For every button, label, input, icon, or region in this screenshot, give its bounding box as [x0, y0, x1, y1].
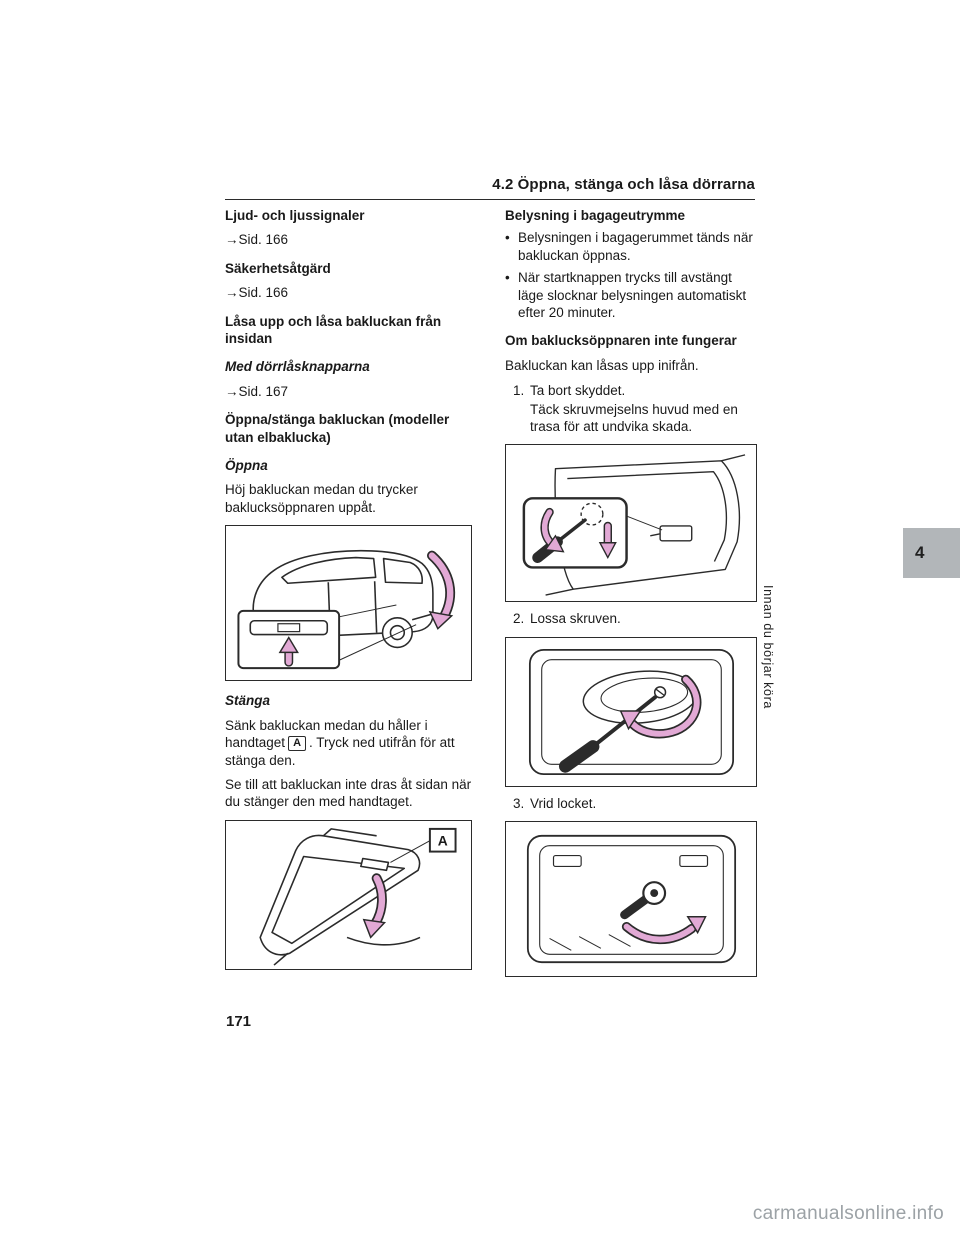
step-text: Ta bort skyddet.	[530, 383, 626, 399]
step-text: Vrid locket.	[530, 795, 597, 811]
right-column	[505, 207, 757, 977]
turn-lock-illustration	[506, 822, 756, 976]
page-ref-sound: →Sid. 166	[225, 232, 289, 248]
bullet-icon: •	[505, 230, 510, 246]
step-1	[505, 382, 757, 399]
figure-loosen-screw	[505, 637, 757, 787]
handle-inset	[238, 605, 416, 668]
figure-remove-cover	[505, 444, 757, 602]
step-3	[505, 795, 757, 812]
heading-open-close-tailgate: Öppna/stänga bakluckan (modeller utan elbaklucka)	[225, 412, 450, 445]
paragraph-opener: Bakluckan kan låsas upp inifrån.	[505, 357, 699, 373]
left-column	[225, 207, 472, 970]
subheading-close: Stänga	[225, 693, 271, 709]
close-direction-arrow	[364, 878, 385, 937]
turn-arrow	[627, 917, 706, 940]
subheading-open: Öppna	[225, 458, 268, 474]
chapter-side-label: Innan du börjar köra	[761, 585, 775, 709]
heading-opener-failure: Om baklucksöppnaren inte fungerar	[505, 333, 737, 349]
handle-label	[390, 829, 455, 863]
heading-sound-signals: Ljud- och ljussignaler	[225, 208, 365, 223]
remove-cover-illustration	[506, 445, 756, 601]
bullet-text: När startknappen trycks till avstängt läge slocknar belysningen automatiskt efter 20 minuter.	[518, 270, 747, 321]
tailgate-outline	[260, 829, 420, 965]
paragraph-close-caution: Se till att bakluckan inte dras åt sidan när du stänger den med handtaget.	[225, 776, 472, 810]
heading-safety: Säkerhetsåtgärd	[225, 260, 331, 276]
header-rule	[225, 199, 755, 200]
page-ref-safety: →Sid. 166	[225, 285, 289, 301]
figure-open-tailgate	[225, 525, 472, 681]
tailgate-handle-illustration	[226, 821, 471, 969]
subheading-doorlock-buttons: Med dörrlåsknapparna	[225, 359, 370, 375]
bullet-item	[505, 229, 757, 264]
section-title: 4.2 Öppna, stänga och låsa dörrarna	[492, 176, 755, 193]
bullet-icon: •	[505, 270, 510, 286]
step-text: Lossa skruven.	[530, 611, 621, 627]
heading-unlock-inside: Låsa upp och låsa bakluckan från insidan	[225, 313, 442, 347]
step-1-note: Täck skruvmejselns huvud med en trasa för att undvika skada.	[530, 401, 738, 435]
step-number: 2.	[513, 611, 525, 627]
paragraph-open: Höj bakluckan medan du trycker baklucksöppnaren uppåt.	[225, 482, 418, 515]
paragraph-close-after: . Tryck ned utifrån för att stänga den.	[225, 735, 455, 768]
heading-luggage-light: Belysning i bagageutrymme	[505, 208, 686, 223]
lock-lever	[625, 882, 665, 915]
bullet-item	[505, 269, 757, 321]
step-2	[505, 610, 757, 627]
loosen-screw-illustration	[506, 638, 756, 786]
step-number: 1.	[513, 383, 525, 399]
watermark: carmanualsonline.info	[752, 1203, 944, 1224]
paragraph-close	[225, 717, 472, 769]
page-number: 171	[226, 1013, 252, 1030]
step-number: 3.	[513, 795, 525, 811]
bullet-text: Belysningen i bagagerummet tänds när bakluckan öppnas.	[518, 230, 753, 263]
figure-turn-lock	[505, 821, 757, 977]
lock-panel-outline	[528, 836, 735, 962]
paragraph-close-before: Sänk bakluckan medan du håller i handtaget	[225, 717, 428, 751]
chapter-number: 4	[915, 543, 925, 562]
figure-label-a: A	[437, 832, 448, 849]
car-rear-illustration	[226, 526, 471, 680]
page-ref-doorlock: →Sid. 167	[225, 383, 289, 399]
chapter-tab	[903, 528, 960, 578]
label-a-badge: A	[288, 736, 306, 751]
figure-close-tailgate	[225, 820, 472, 970]
